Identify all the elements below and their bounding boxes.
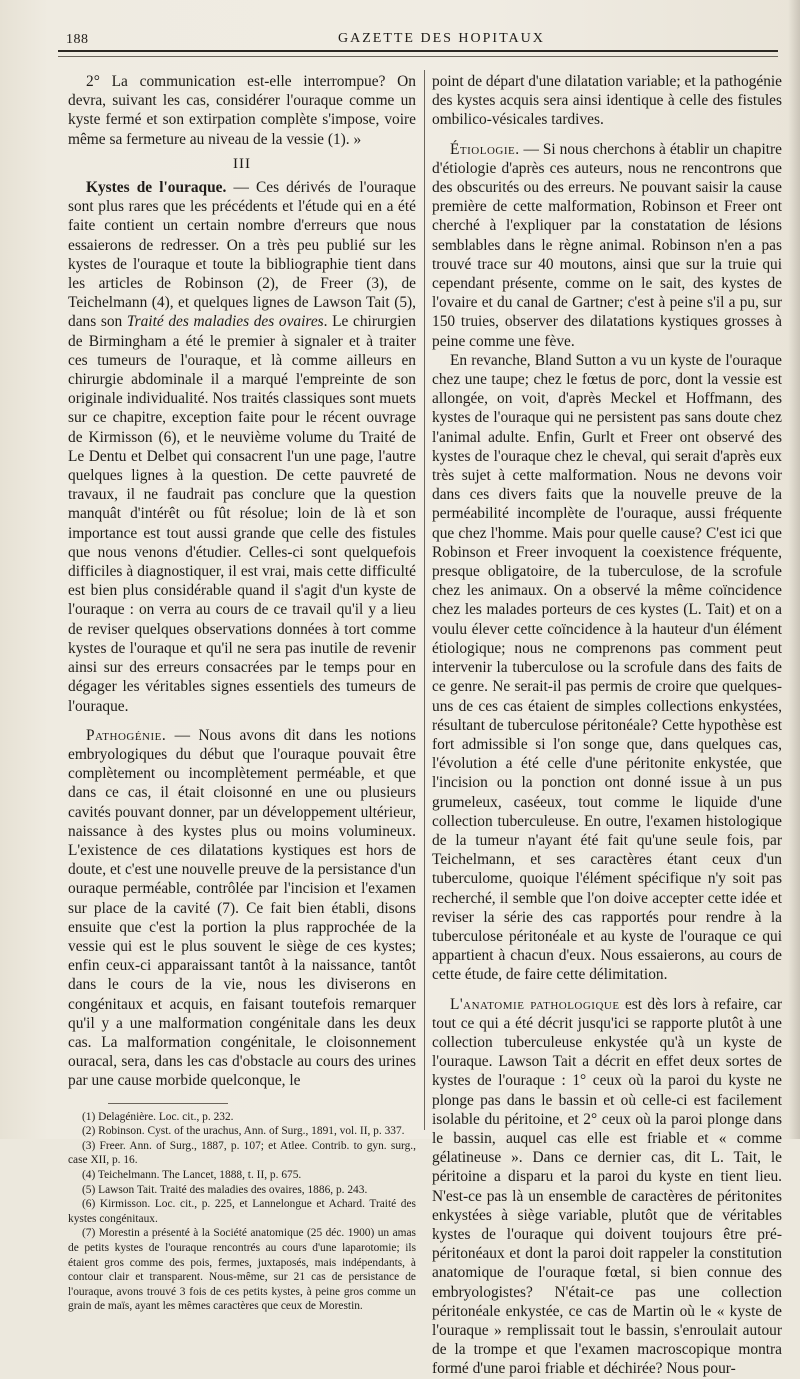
continuation-paragraph: point de départ d'une dilatation variable; et la pathogénie des kystes acquis sera ainsi identique à celle des fistules ombilico-vésicales tardives. (432, 73, 782, 129)
running-title: GAZETTE DES HOPITAUX (338, 31, 545, 46)
kystes-heading: Kystes de l'ouraque. (86, 179, 227, 197)
anatomie-text: est dès lors à refaire, car tout ce qui a été décrit jusqu'ici se rapporte plutôt à une collection tuberculeuse enkystée qu'à un kyste de l'ouraque. Lawson Tait a décrit en effet deux sortes de kystes de l'ouraque : 1° ceux où la paroi du kyste ne plonge pas dans le bassin et où celle-ci est facilement isolable du péritoine, et 2° ceux où la paroi plonge dans le bassin, auquel cas elle est friable et « comme gélatineuse ». Dans ce dernier cas, dit L. Tait, le péritoine a disparu et la paroi du kyste en tient lieu. N'est-ce pas là un ensemble de caractères de péritonites enkystées à siège variable, plutôt que de véritables kystes de l'ouraque qui doivent toujours être pré-péritonéaux et dont la paroi doit rappeler la constitution anatomique de l'ouraque fœtal, si bien connue des embryologistes? N'était-ce pas une collection péritonéale enkystée, ce cas de Martin où le « kyste de l'ouraque » remplissait tout le bassin, s'enroulait autour de la trompe et que l'examen macroscopique montra formé d'une paroi friable et déchirée? Nous pour- (432, 995, 783, 1378)
footnote: (7) Morestin a présenté à la Société anatomique (25 déc. 1900) un amas de petits kystes de l'ouraque rencontrés au cours d'une laparotomie; ils étaient gros comme des pois, fermes, juxtaposés, mais indépendants, à contour clair et transparent. Nous-même, sur 21 cas de persistance de l'ouraque, avons trouvé 3 fois de ces petits kystes, à peine gros comme un grain de maïs, ayant les mêmes caractères que ceux de Morestin. (68, 1227, 416, 1313)
etiologie-heading: Étiologie. (450, 140, 520, 158)
kystes-italic-title: Traité des maladies des ovaires (126, 313, 324, 331)
header-rule-thin (58, 56, 778, 57)
footnote-rule (108, 1103, 228, 1104)
page-edge-shadow (788, 0, 800, 1139)
anatomie-paragraph (432, 995, 782, 1379)
header-rule (58, 50, 778, 52)
footnote: (5) Lawson Tait. Traité des maladies des ovaires, 1886, p. 243. (82, 1183, 368, 1196)
footnote: (2) Robinson. Cyst. of the urachus, Ann. of Surg., 1891, vol. II, p. 337. (82, 1125, 405, 1138)
kystes-paragraph (68, 178, 416, 716)
footnote: (1) Delagénière. Loc. cit., p. 232. (82, 1110, 234, 1123)
kystes-text-b: . Le chirurgien de Birmingham a été le premier à signaler et à traiter ces tumeurs de l'ouraque, et là comme ailleurs en chirurgie abdominale il a marqué l'empreinte de son originale individualité. Nos traités classiques sont muets sur ce chapitre, exception faite pour le récent ouvrage de Kirmisson (6), et le neuvième volume du Traité de Le Dentu et Delbet qui consacrent l'un une page, l'autre quelques lignes à la question. De cette pauvreté de travaux, il ne faudrait pas conclure que la question manquât d'intérêt ou fût résolue; loin de là et son importance est tout aussi grande que celle des fistules que nous venons d'étudier. Celles-ci sont quelquefois difficiles à diagnostiquer, il est vrai, mais cette difficulté est bien plus considérable quand il s'agit d'un kyste de l'ouraque : on verra au cours de ce travail qu'il y a lieu de reviser quelques observations données à tort comme kystes de l'ouraque et qu'il ne sera pas inutile de revenir ainsi sur des erreurs consacrées par le temps pour en dégager les véritables signes essentiels des tumeurs de l'ouraque. (68, 313, 416, 715)
right-column (432, 72, 782, 1379)
intro-paragraph: 2° La communication est-elle interrompue? On devra, suivant les cas, considérer l'ouraque comme un kyste fermé et son extirpation complète s'impose, voire même sa fermeture au niveau de la vessie (1). » (68, 73, 416, 148)
kystes-text-a: — Ces dérivés de l'ouraque sont plus rares que les précédents et l'étude qui en a été faite contient un certain nombre d'erreurs que nous essaierons de redresser. On a très peu publié sur les kystes de l'ouraque et toute la bibliographie tient dans les articles de Robinson (2), de Freer (3), de Teichelmann (4), et quelques lignes de Lawson Tait (5), dans son (68, 179, 416, 331)
column-divider (424, 70, 425, 1130)
page-header (58, 28, 788, 52)
footnotes (68, 1110, 416, 1314)
page-number: 188 (66, 32, 89, 47)
pathogenie-paragraph (68, 726, 416, 1091)
left-column (68, 72, 416, 1314)
etiologie-paragraph (432, 140, 782, 351)
revanche-paragraph: En revanche, Bland Sutton a vu un kyste de l'ouraque chez une taupe; chez le fœtus de porc, dont la vessie est allongée, on voit, d'après Meckel et Hoffmann, des kystes de l'ouraque qui ne persistent pas sans doute chez l'animal adulte. Enfin, Gurlt et Freer ont observé des kystes de l'ouraque chez le cheval, qui serait d'après eux très sujet à cette malformation. Nous ne devons voir dans ces divers faits que la nouvelle preuve de la perméabilité incomplète de l'ouraque, aussi fréquente que chez l'homme. Mais pour quelle cause? C'est ici que Robinson et Freer invoquent la coexistence fréquente, presque obligatoire, de la tuberculose, de la scrofule chez les animaux. On a observé la même coïncidence chez les malades porteurs de ces kystes (L. Tait) et on a voulu élever cette coïncidence à la hauteur d'un élément étiologique; nous ne comprenons pas comment peut intervenir la tuberculose ou la scrofule dans des faits de ce genre. Ne serait-il pas permis de croire que quelques-uns de ces cas étaient de simples collections enkystées, résultant de tuberculose péritonéale? Cette hypothèse est fort admissible si l'on songe que, dans quelques cas, l'évolution a été celle d'une péritonite enkystée, que l'incision ou la ponction ont donné issue à un pus grumeleux, caséeux, tout comme le liquide d'une collection tuberculeuse. En outre, l'examen histologique de la tumeur n'ayant été fait qu'une seule fois, par Teichelmann, et ses caractères étant ceux d'un tuberculome, quoique l'élément spécifique n'y soit pas recherché, il semble que l'on doive accepter cette idée et reviser la série des cas rapportés pour rendre à la tuberculose péritonéale et au kyste de l'ouraque ce qui appartient à chacun d'eux. Nous essaierons, au cours de cette étude, de faire cette délimitation. (432, 351, 782, 984)
footnote: (6) Kirmisson. Loc. cit., p. 225, et Lannelongue et Achard. Traité des kystes congénitaux. (68, 1198, 416, 1225)
pathogenie-text: — Nous avons dit dans les notions embryologiques du début que l'ouraque pouvait être complètement ou incomplètement perméable, et que dans ce cas, il était cloisonné en une ou plusieurs cavités pouvant donner, par un développement ultérieur, naissance à des kystes plus ou moins volumineux. L'existence de ces dilatations kystiques est hors de doute, et c'est une nouvelle preuve de la persistance d'un ouraque perméable, contrôlée par l'incision et l'examen sur place de la cavité (7). Ce fait bien établi, disons ensuite que c'est la portion la plus rapprochée de la vessie qui est le plus souvent le siège de ces kystes; enfin ceux-ci apparaissant tantôt à la naissance, tantôt dans le cours de la vie, nous les diviserons en congénitaux et acquis, en faisant toutefois remarquer qu'il y a une malformation congénitale dans les deux cas. La malformation congénitale, le cloisonnement ouracal, sera, dans les cas d'obstacle au cours des urines par une cause morbide quelconque, le (68, 726, 416, 1090)
footnote: (4) Teichelmann. The Lancet, 1888, t. II, p. 675. (82, 1168, 302, 1181)
pathogenie-heading: Pathogénie. (86, 726, 167, 744)
footnote: (3) Freer. Ann. of Surg., 1887, p. 107; et Atlee. Contrib. to gyn. surg., case XII, p. 16. (68, 1139, 416, 1167)
anatomie-heading: L'anatomie pathologique (450, 995, 620, 1013)
etiologie-text: — Si nous cherchons à établir un chapitre d'étiologie d'après ces auteurs, nous ne rencontrons que des obscurités ou des erreurs. Ne pouvant saisir la cause première de cette malformation, Robinson et Freer ont cherché à l'expliquer par la constatation de lésions semblables dans le règne animal. Robinson n'en a pas trouvé trace sur 40 moutons, ainsi que sur la truie qui cependant présente, comme on le sait, des kystes de l'ovaire et du canal de Gartner; c'est à peine s'il a pu, sur 150 truies, observer des dilatations kystiques grosses à peine comme une fève. (432, 140, 782, 350)
section-numeral: III (233, 155, 251, 172)
